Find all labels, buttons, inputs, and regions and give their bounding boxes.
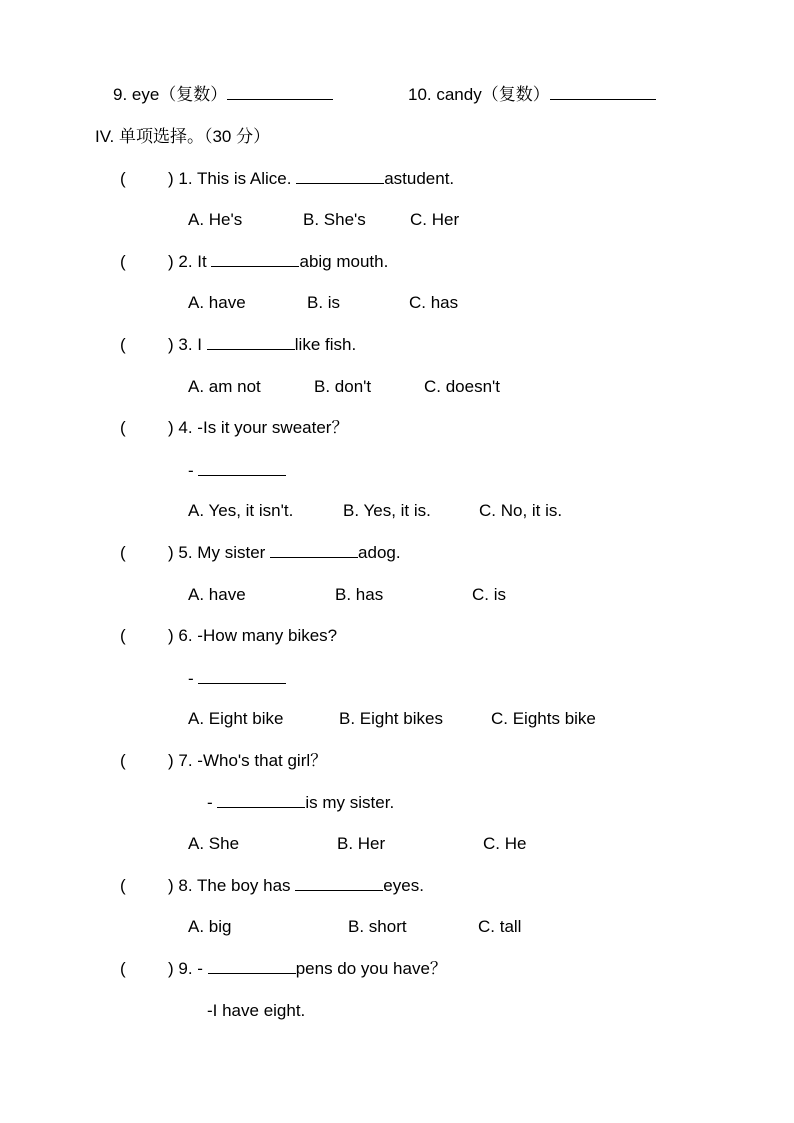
answer-line xyxy=(207,792,394,814)
option-c[interactable]: C. Eights bike xyxy=(491,709,596,728)
option-a[interactable]: A. big xyxy=(188,917,232,936)
option-b[interactable]: B. short xyxy=(348,917,407,936)
answer-line xyxy=(188,668,286,690)
option-b[interactable]: B. don't xyxy=(314,377,372,396)
answer-paren-close: ) xyxy=(168,626,174,645)
answer-blank[interactable] xyxy=(227,85,333,100)
answer-paren-close: ) xyxy=(168,751,174,770)
answer-paren-close: ) xyxy=(168,335,174,354)
question-text: 7. -Who's that girl？ xyxy=(178,751,328,770)
option-b[interactable]: B. Eight bikes xyxy=(339,709,443,728)
option-b[interactable]: B. Yes, it is. xyxy=(343,501,431,520)
option-b[interactable]: B. has xyxy=(335,585,384,604)
answer-paren-open[interactable]: ( xyxy=(120,418,126,437)
option-c[interactable]: C. has xyxy=(409,293,459,312)
question-text: 1. This is Alice. xyxy=(178,169,297,188)
question-text-after: abig mouth. xyxy=(299,252,389,271)
answer-paren-open[interactable]: ( xyxy=(120,626,126,645)
answer-paren-close: ) xyxy=(168,169,174,188)
answer-paren-close: ) xyxy=(168,959,174,978)
answer-dash: - xyxy=(188,669,199,688)
question-text-after: eyes. xyxy=(383,876,424,895)
option-a[interactable]: A. She xyxy=(188,834,240,853)
answer-blank[interactable] xyxy=(207,335,295,350)
answer-paren-close: ) xyxy=(168,876,174,895)
option-c[interactable]: C. Her xyxy=(410,210,460,229)
question-text-after: like fish. xyxy=(294,335,357,354)
question-text: 6. -How many bikes? xyxy=(178,626,338,645)
answer-blank[interactable] xyxy=(296,169,384,184)
question-1 xyxy=(120,168,454,190)
reply-line: -I have eight. xyxy=(207,1001,306,1020)
fill-item-9-label: 9. eye（复数） xyxy=(113,85,228,104)
option-a[interactable]: A. Yes, it isn't. xyxy=(188,501,294,520)
answer-line xyxy=(188,460,286,482)
answer-paren-close: ) xyxy=(168,252,174,271)
option-b[interactable]: B. She's xyxy=(303,210,366,229)
option-c[interactable]: C. No, it is. xyxy=(479,501,563,520)
answer-paren-open[interactable]: ( xyxy=(120,169,126,188)
option-b[interactable]: B. Her xyxy=(337,834,386,853)
question-text: 9. - xyxy=(178,959,208,978)
question-text: 2. It xyxy=(178,252,212,271)
question-text-after: astudent. xyxy=(384,169,455,188)
option-c[interactable]: C. tall xyxy=(478,917,522,936)
question-3 xyxy=(120,334,356,356)
answer-blank[interactable] xyxy=(550,85,656,100)
answer-paren-close: ) xyxy=(168,543,174,562)
question-7 xyxy=(120,750,327,772)
question-text: 5. My sister xyxy=(178,543,271,562)
answer-blank[interactable] xyxy=(270,543,358,558)
question-text: 8. The boy has xyxy=(178,876,296,895)
answer-dash: - xyxy=(207,793,218,812)
option-a[interactable]: A. He's xyxy=(188,210,243,229)
question-text-after: pens do you have？ xyxy=(295,959,447,978)
answer-paren-open[interactable]: ( xyxy=(120,252,126,271)
answer-blank[interactable] xyxy=(217,793,305,808)
option-c[interactable]: C. doesn't xyxy=(424,377,501,396)
answer-dash: - xyxy=(188,461,199,480)
option-c[interactable]: C. He xyxy=(483,834,527,853)
fill-item-10 xyxy=(408,84,656,106)
question-4 xyxy=(120,417,348,439)
answer-blank[interactable] xyxy=(211,252,299,267)
answer-paren-open[interactable]: ( xyxy=(120,751,126,770)
answer-paren-close: ) xyxy=(168,418,174,437)
question-5 xyxy=(120,542,401,564)
question-6 xyxy=(120,625,337,647)
answer-paren-open[interactable]: ( xyxy=(120,876,126,895)
answer-paren-open[interactable]: ( xyxy=(120,335,126,354)
answer-blank[interactable] xyxy=(198,669,286,684)
question-text: 4. -Is it your sweater？ xyxy=(178,418,349,437)
fill-item-10-label: 10. candy（复数） xyxy=(408,85,550,104)
fill-item-9 xyxy=(113,84,333,106)
answer-paren-open[interactable]: ( xyxy=(120,959,126,978)
answer-blank[interactable] xyxy=(295,876,383,891)
question-2 xyxy=(120,251,388,273)
section-title: IV. 单项选择。（30 分） xyxy=(95,127,271,146)
question-text-after: adog. xyxy=(358,543,401,562)
answer-blank[interactable] xyxy=(208,959,296,974)
question-9 xyxy=(120,958,447,980)
option-a[interactable]: A. am not xyxy=(188,377,261,396)
question-8 xyxy=(120,875,424,897)
option-c[interactable]: C. is xyxy=(472,585,506,604)
answer-paren-open[interactable]: ( xyxy=(120,543,126,562)
option-b[interactable]: B. is xyxy=(307,293,341,312)
answer-blank[interactable] xyxy=(198,461,286,476)
option-a[interactable]: A. have xyxy=(188,585,246,604)
answer-text-after: is my sister. xyxy=(305,793,395,812)
question-text: 3. I xyxy=(178,335,207,354)
option-a[interactable]: A. Eight bike xyxy=(188,709,284,728)
option-a[interactable]: A. have xyxy=(188,293,246,312)
